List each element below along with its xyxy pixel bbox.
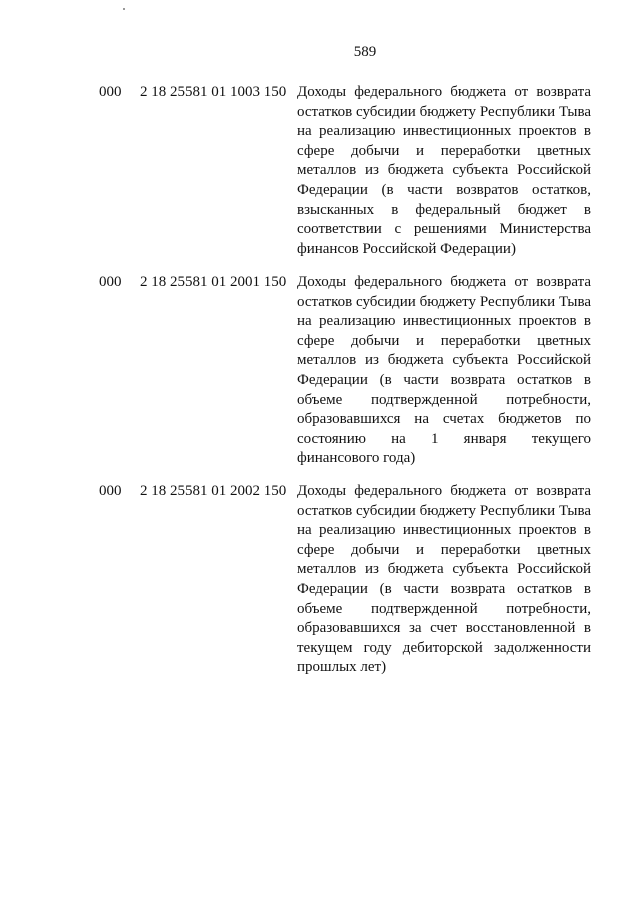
admin-code: 000	[99, 483, 122, 499]
page-number: 589	[353, 44, 377, 60]
income-description: Доходы федерального бюджета от возврата остатков субсидии бюджету Республики Тыва на реализацию инвестиционных проектов в сфере добычи и переработки цветных металлов из бюджета субъекта Российской Федерации (в части возврата остатков в объеме подтвержденной потребности, образовавшихся на счетах бюджетов по состоянию на 1 января текущего финансового года)	[297, 274, 591, 467]
budget-classification-code: 2 18 25581 01 2001 150	[140, 274, 287, 290]
admin-code: 000	[99, 84, 122, 100]
income-description: Доходы федерального бюджета от возврата остатков субсидии бюджету Республики Тыва на реализацию инвестиционных проектов в сфере добычи и переработки цветных металлов из бюджета субъекта Российской Федерации (в части возвратов остатков, взысканных в федеральный бюджет в соответствии с решениями Министерства финансов Российской Федерации)	[297, 84, 591, 257]
scan-artifact	[123, 8, 125, 10]
income-description: Доходы федерального бюджета от возврата остатков субсидии бюджету Республики Тыва на реализацию инвестиционных проектов в сфере добычи и переработки цветных металлов из бюджета субъекта Российской Федерации (в части возврата остатков в объеме подтвержденной потребности, образовавшихся за счет восстановленной в текущем году дебиторской задолженности прошлых лет)	[297, 483, 591, 676]
budget-classification-code: 2 18 25581 01 1003 150	[140, 84, 287, 100]
budget-classification-code: 2 18 25581 01 2002 150	[140, 483, 287, 499]
admin-code: 000	[99, 274, 122, 290]
